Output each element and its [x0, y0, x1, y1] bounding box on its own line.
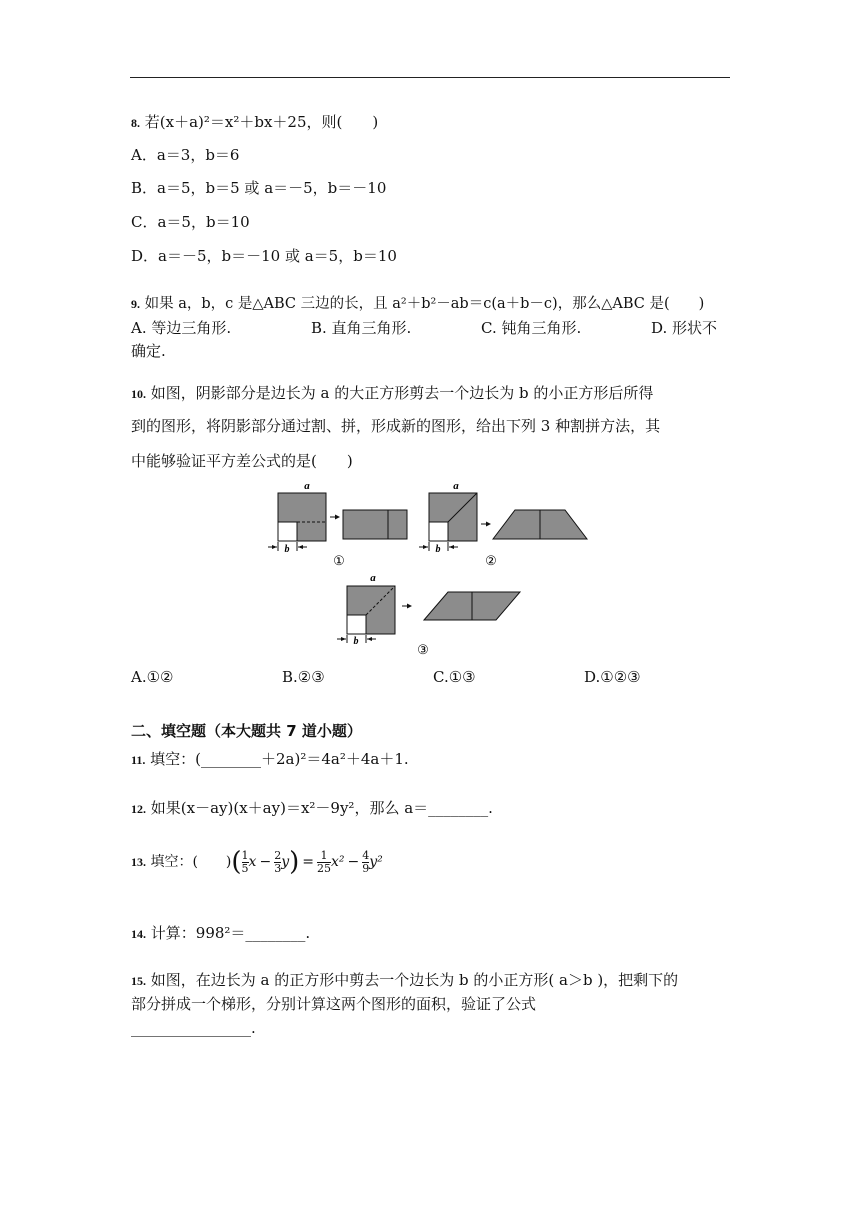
question-10-line3: 中能够验证平方差公式的是( ) — [131, 452, 353, 470]
q8-option-d: D．a＝－5，b＝－10 或 a＝5，b＝10 — [131, 247, 397, 265]
question-15-line3: ________________. — [131, 1019, 256, 1037]
figure-2-number: ② — [485, 554, 497, 568]
figure-1-label-a: a — [304, 480, 310, 492]
q13-close-paren: ) — [289, 847, 300, 877]
small-square — [347, 615, 366, 634]
arrow-icon — [335, 515, 340, 520]
figure-2-label-b: b — [435, 544, 441, 555]
q13-prefix: 填空：( ) — [150, 854, 232, 870]
question-12-text: 如果(x－ay)(x＋ay)＝x²－9y²，那么 a＝________. — [150, 799, 493, 817]
question-14: 14. 计算：998²＝________. — [131, 924, 311, 942]
q13-fraction-2: $\frac{2}{3}$ — [274, 848, 282, 875]
question-15-line1: 如图，在边长为 a 的正方形中剪去一个边长为 b 的小正方形( a＞b )，把剩下的 — [150, 971, 679, 989]
question-11: 11. 填空：(________＋2a)²＝4a²＋4a＋1. — [131, 750, 409, 768]
figure-3-label-a: a — [370, 572, 376, 584]
figure-3-number: ③ — [417, 643, 429, 658]
question-10: 10. 如图，阴影部分是边长为 a 的大正方形剪去一个边长为 b 的小正方形后所得 — [131, 384, 654, 402]
header-rule — [130, 77, 730, 78]
figure-3-label-b: b — [353, 636, 359, 647]
q13-fraction-4: $\frac{4}{9}$ — [362, 848, 370, 875]
q13-fraction-1: $\frac{1}{5}$ — [241, 848, 249, 875]
question-15: 15. 如图，在边长为 a 的正方形中剪去一个边长为 b 的小正方形( a＞b )，把剩下的 — [131, 971, 679, 989]
q10-figure-2 — [419, 480, 587, 568]
q10-option-d: D.①②③ — [584, 668, 641, 686]
question-8-stem: 若(x＋a)²＝x²＋bx＋25，则( ) — [144, 113, 379, 131]
section-2-heading: 二、填空题（本大题共 7 道小题） — [131, 722, 362, 740]
arrow-icon — [407, 604, 412, 609]
question-15-line2: 部分拼成一个梯形，分别计算这两个图形的面积，验证了公式 — [131, 995, 537, 1013]
q10-option-a: A.①② — [131, 668, 174, 686]
q10-figure-1-2 — [260, 476, 600, 568]
small-square — [429, 522, 448, 541]
question-13: 13. 填空：( )( $\frac{1}{5}$ x − $\frac{2}{3}$ y) = $\frac{1}{25}$ x² − $\frac{4}{9}$ y² — [131, 847, 383, 877]
q9-line2: 确定. — [131, 342, 166, 360]
small-square — [278, 522, 297, 541]
q13-fraction-3: $\frac{1}{25}$ — [317, 848, 331, 875]
q9-option-d: D. 形状不 — [651, 319, 718, 337]
q10-figure-3 — [330, 570, 530, 660]
q9-option-a: A. 等边三角形. — [131, 319, 232, 337]
question-10-line2: 到的图形，将阴影部分通过割、拼，形成新的图形，给出下列 3 种割拼方法，其 — [131, 417, 661, 435]
q10-option-c: C.①③ — [433, 668, 476, 686]
q8-option-b: B．a＝5，b＝5 或 a＝－5，b＝－10 — [131, 179, 387, 197]
figure-2-label-a: a — [453, 480, 459, 492]
arrow-icon — [486, 522, 491, 527]
q13-open-paren: ( — [231, 847, 242, 877]
question-10-line1: 如图，阴影部分是边长为 a 的大正方形剪去一个边长为 b 的小正方形后所得 — [150, 384, 654, 402]
question-8: 8. 若(x＋a)²＝x²＋bx＋25，则( ) — [131, 113, 379, 131]
q9-option-c: C. 钝角三角形. — [481, 319, 582, 337]
figure-1-number: ① — [333, 554, 345, 568]
q10-figure-1 — [268, 480, 407, 568]
question-12: 12. 如果(x－ay)(x＋ay)＝x²－9y²，那么 a＝________. — [131, 799, 493, 817]
q8-option-c: C．a＝5，b＝10 — [131, 213, 250, 231]
rectangle-result — [343, 510, 407, 539]
q10-option-b: B.②③ — [282, 668, 325, 686]
question-14-text: 计算：998²＝________. — [150, 924, 311, 942]
q8-option-a: A．a＝3，b＝6 — [131, 146, 240, 164]
question-9: 9. 如果 a，b，c 是△ABC 三边的长，且 a²＋b²－ab＝c(a＋b－c)，那么△ABC 是( ) — [131, 296, 705, 312]
q9-option-b: B. 直角三角形. — [311, 319, 412, 337]
question-11-text: 填空：(________＋2a)²＝4a²＋4a＋1. — [150, 750, 409, 768]
question-9-stem: 如果 a，b，c 是△ABC 三边的长，且 a²＋b²－ab＝c(a＋b－c)，那么△ABC 是( ) — [144, 296, 705, 312]
figure-1-label-b: b — [284, 544, 290, 555]
